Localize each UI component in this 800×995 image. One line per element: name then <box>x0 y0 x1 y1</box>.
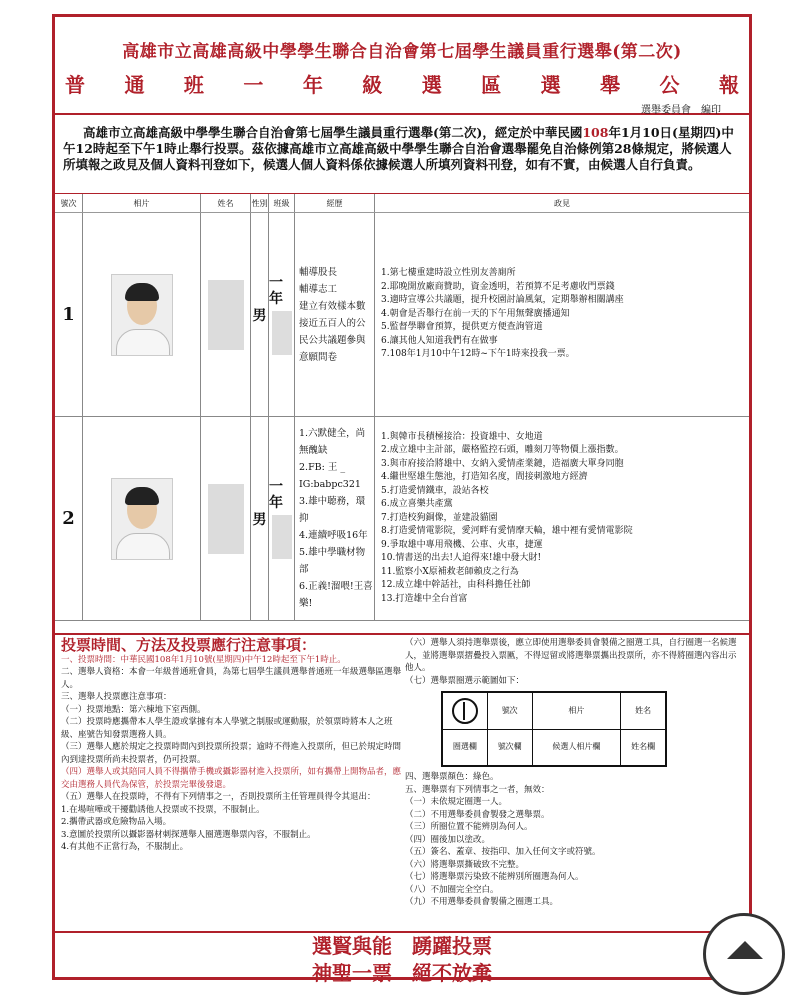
subtitle-char: 普 <box>65 73 85 97</box>
notice-item: （六）將選舉票撕破致不完整。 <box>405 859 525 870</box>
subtitle-char: 年 <box>302 73 323 97</box>
experience-item: IG:babpc321 <box>299 479 361 490</box>
subtitle-char: 公 <box>659 73 680 97</box>
header-sex: 性別 <box>251 194 269 212</box>
ballot-photo-col <box>533 693 622 765</box>
notice-item: 4.有其他不正當行為，不服制止。 <box>61 842 189 852</box>
candidate-sex: 男 <box>251 213 269 416</box>
editor-credit: 選舉委員會 編印 <box>641 105 721 116</box>
notice-left <box>61 636 402 854</box>
experience-item: 3.雄中聴務，環抑 <box>299 496 366 524</box>
platform-item: 5.打造愛情鐵車，設站各校 <box>381 485 489 496</box>
photo-cell <box>83 417 201 620</box>
ballot-number-col <box>488 693 533 765</box>
ballot-number-top: 號次 <box>488 693 532 730</box>
header-platform: 政見 <box>554 198 570 208</box>
platform-item: 3.與市府接洽將雄中、女納入愛情產業鏈，造福廣大單身同胞 <box>381 458 624 469</box>
bulletin-header <box>55 17 749 115</box>
platform-item: 2.成立雄中主計部，嚴格監控石頭，雕刻刀等物價上漲指數。 <box>381 445 624 456</box>
header-photo: 相片 <box>83 194 201 212</box>
platform-item: 2.耶晚開放廠商贊助，資金透明，若預算不足考慮收門票錢 <box>381 281 615 292</box>
candidate-experience <box>295 417 375 620</box>
experience-item: 4.連續呼吸16年 <box>299 530 368 541</box>
experience-item: 2.FB: 王 _ <box>299 462 346 473</box>
ballot-name-top: 姓名 <box>621 693 665 730</box>
header-number: 號次 <box>55 194 83 212</box>
bulletin-subtitle <box>65 69 739 98</box>
ballot-mark-col <box>443 693 488 765</box>
vote-stamp-icon <box>452 698 478 724</box>
platform-item: 1.第七樓重建時設立性別友善廁所 <box>381 268 516 279</box>
platform-item: 5.監督學聯會預算，提供更方便查詢管道 <box>381 322 543 333</box>
platform-item: 8.打造愛情電影院，愛河畔有愛情摩天輪，雄中裡有愛情電影院 <box>381 526 633 537</box>
notice-item: （七）將選舉票污染致不能辨別所圈選為何人。 <box>405 872 584 882</box>
slogan <box>55 933 749 987</box>
notice-item: 一、投票時間：中華民國108年1月10號(星期四)中午12時起至下午1時止。 <box>61 654 346 665</box>
slogan-line-1: 選賢與能 踴躍投票 <box>312 934 492 958</box>
platform-item: 6.讓其他人知道我們有在做事 <box>381 335 498 346</box>
notice-item: （七）選舉票圈選示範圖如下： <box>405 675 525 686</box>
subtitle-char: 一 <box>243 73 264 97</box>
ballot-mark-cell <box>443 693 487 730</box>
intro-text: 高雄市立高雄高級中學學生聯合自治會第七屆學生議員重行選舉(第二次)，經定於中華民國 <box>83 125 583 140</box>
platform-item: 9.爭取雄中專用飛機、公車、火車，捷運 <box>381 539 543 550</box>
photo-cell <box>83 213 201 416</box>
platform-item: 7.108年1月10中午12時~下午1時來投我一票。 <box>381 349 575 360</box>
ballot-number-label: 號次欄 <box>497 742 522 751</box>
candidate-number: 2 <box>55 417 83 620</box>
ballot-name-col <box>621 693 665 765</box>
notice-item: （五）簽名、蓋章、按指印、加入任何文字或符號。 <box>405 847 601 857</box>
candidate-name-redacted <box>201 417 251 620</box>
notice-item: 三、選舉人投票應注意事項： <box>61 692 172 702</box>
candidate-class <box>269 417 295 620</box>
candidate-row <box>55 417 749 621</box>
subtitle-char: 區 <box>481 73 502 97</box>
candidate-grade: 一年 <box>269 478 283 511</box>
notice-item: （二）不用選舉委員會製發之選舉票。 <box>405 809 550 820</box>
subtitle-char: 選 <box>540 73 561 97</box>
intro-year: 108 <box>582 125 609 140</box>
notice-item: （三）所圈位置不能辨別為何人。 <box>405 822 533 832</box>
subtitle-char: 舉 <box>600 73 621 97</box>
platform-item: 7.打造校狗銅像，並建設貓園 <box>381 512 498 523</box>
ballot-example <box>441 691 667 767</box>
notice-item: 四、選舉票顏色：綠色。 <box>405 772 499 782</box>
header-experience: 經歷 <box>295 194 375 212</box>
candidate-class <box>269 213 295 416</box>
experience-item: 輔導志工 <box>299 283 338 295</box>
scroll-to-top-button[interactable] <box>703 913 785 995</box>
platform-item: 3.適時宣導公共議題，提升校園討論風氣，定期舉辦相關講座 <box>381 295 624 306</box>
candidate-grade: 一年 <box>269 274 283 307</box>
notice-item: （八）不加圈完全空白。 <box>405 884 499 895</box>
candidate-number: 1 <box>55 213 83 416</box>
notice-item: （三）選舉人應於規定之投票時間內到投票所投票；逾時不得進入投票所，但已於規定時間內到達投票所尚未投票者，仍可投票。 <box>61 742 402 765</box>
subtitle-char: 班 <box>183 73 204 97</box>
notice-item: （四）選舉人或其陪同人員不得攜帶手機或攝影器材進入投票所，如有攜帶上開物品者，應交由選務人員代為保管，於投票完畢後發還。 <box>61 767 402 790</box>
candidate-table <box>55 193 749 621</box>
subtitle-char: 級 <box>362 73 383 97</box>
experience-item: 輔導股長 <box>299 266 338 278</box>
candidate-name-redacted <box>201 213 251 416</box>
platform-item: 4.繼世堅雄生態池，打造知名度，間接刺激地方經濟 <box>381 472 588 483</box>
candidate-photo <box>111 478 173 560</box>
experience-item: 1.六默健全，尚無醜缺 <box>299 428 366 456</box>
subtitle-char: 通 <box>124 73 145 97</box>
notice-item: 1.在場喧嘩或干擾勸誘他人投票或不投票，不服制止。 <box>61 804 265 815</box>
experience-item: 6.正義!溜喂!王喜樂! <box>299 581 373 609</box>
candidate-platform <box>375 417 749 620</box>
notice-item: 五、選舉票有下列情事之一者，無效： <box>405 784 550 795</box>
platform-item: 6.成立喜樂共產黨 <box>381 499 453 510</box>
notice-right <box>405 637 743 909</box>
voting-notice <box>55 633 749 933</box>
candidate-sex: 男 <box>251 417 269 620</box>
notice-item: （二）投票時應攜帶本人學生證或掌據有本人學號之制服或運動服，於領票時將本人之班級、座號告知發票選務人員。 <box>61 717 393 740</box>
platform-item: 11.監察小X原補救老師賴皮之行為 <box>381 566 519 577</box>
experience-item: 5.雄中學職材物部 <box>299 547 366 575</box>
notice-item: 二、選舉人資格：本會一年級普通班會員，為第七屆學生議員選舉普通班一年級選舉區選舉人。 <box>61 667 402 690</box>
notice-item: 3.意圖於投票所以攝影器材刺探選舉人圈選選舉票內容，不服制止。 <box>61 829 316 840</box>
candidate-photo <box>111 274 173 356</box>
candidate-row <box>55 213 749 417</box>
header-name: 姓名 <box>201 194 251 212</box>
platform-item: 1.與韓市長積極接洽：投資雄中、女地道 <box>381 431 543 442</box>
candidate-experience <box>295 213 375 416</box>
intro-paragraph <box>63 125 741 173</box>
notice-item: 2.攜帶武器或危險物品入場。 <box>61 817 172 827</box>
candidate-platform <box>375 213 749 416</box>
subtitle-char: 報 <box>718 73 739 97</box>
platform-item: 12.成立雄中幹話社，由科科擔任社師 <box>381 580 531 591</box>
notice-item: （六）選舉人須持選舉票後，應立即使用選舉委員會製備之圈選工具，自行圈選一名候選人，並將選舉票摺疊投入票匭，不得逗留或將選舉票攜出投票所，亦不得將圈選內容出示他人。 <box>405 638 737 673</box>
notice-item: （四）圈後加以塗改。 <box>405 834 491 845</box>
notice-item: （九）不用選舉委員會製備之圈選工具。 <box>405 897 559 907</box>
notice-item: （一）投票地點：第六棟地下室西側。 <box>61 704 206 715</box>
platform-item: 10.情書送的出去!人追得來!雄中發大財! <box>381 553 542 564</box>
notice-item: （五）選舉人在投票時，不得有下列情事之一，否則投票所主任管理員得令其退出： <box>61 792 376 802</box>
table-header <box>55 194 749 213</box>
platform-item: 4.朝會是否舉行在前一天的下午用無聲廣播通知 <box>381 308 570 319</box>
election-bulletin <box>52 14 752 985</box>
ballot-photo-label: 候選人相片欄 <box>552 742 601 751</box>
bulletin-title: 高雄市立高雄高級中學學生聯合自治會第七屆學生議員重行選舉(第二次) <box>122 42 682 62</box>
experience-item: 建立有效樣本數接近五百人的公民公共議題參與意願問卷 <box>299 300 366 363</box>
intro-text-2: 年1月10日(星期四)中午12時起至下午1時止舉行投票。茲依據高雄市立高雄高級中學學生聯合自治會選舉罷免自治條例第28條規定，將候選人所填報之政見及個人資料刊登如下，候選人個人資料係依據候選人所填列資料刊登，如有不實，由候選人自行負責。 <box>63 125 734 172</box>
notice-title: 投票時間、方法及投票應行注意事項： <box>61 636 317 654</box>
platform-item: 13.打造雄中全台首富 <box>381 593 468 604</box>
slogan-line-2: 神聖一票 絕不放棄 <box>312 961 492 985</box>
ballot-mark-label: 圈選欄 <box>452 742 477 751</box>
header-class: 班級 <box>269 194 295 212</box>
ballot-name-label: 姓名欄 <box>631 742 656 751</box>
notice-item: （一）未依規定圈選一人。 <box>405 797 508 807</box>
ballot-photo-top: 相片 <box>533 693 621 730</box>
subtitle-char: 選 <box>421 73 442 97</box>
